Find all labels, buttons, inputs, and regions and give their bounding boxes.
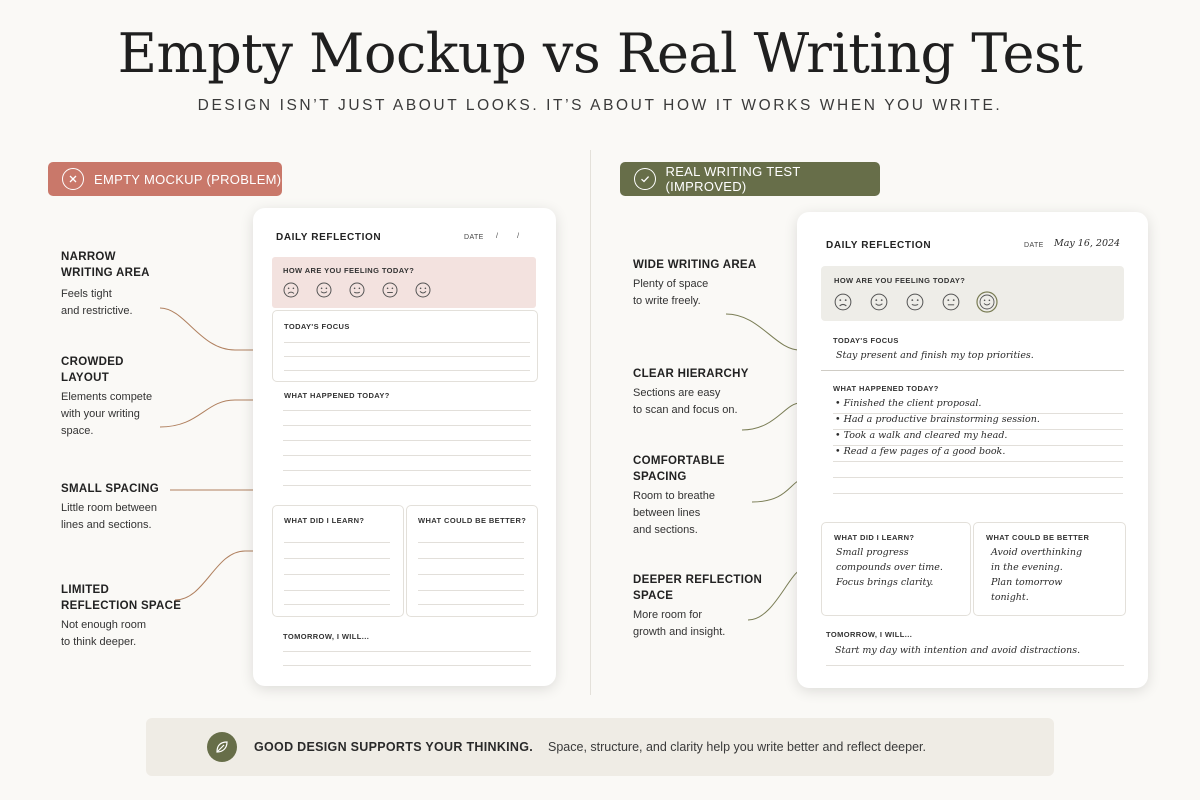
writing-line xyxy=(283,485,531,486)
annotation-desc: Room to breathe between lines and sections. xyxy=(633,490,715,536)
mood-section xyxy=(821,266,1124,321)
mood-label: HOW ARE YOU FEELING TODAY? xyxy=(834,276,966,285)
learn-line: Small progress xyxy=(836,547,909,558)
happened-writing-area[interactable] xyxy=(833,395,1123,495)
writing-line xyxy=(418,590,524,591)
todays-focus-box[interactable] xyxy=(272,310,538,382)
page-title: Empty Mockup vs Real Writing Test xyxy=(117,22,1083,85)
annotation-desc: Sections are easy to scan and focus on. xyxy=(633,387,738,416)
page-subtitle: DESIGN ISN’T JUST ABOUT LOOKS. IT’S ABOUT HOW IT WORKS WHEN YOU WRITE. xyxy=(197,97,1003,114)
tomorrow-label: TOMORROW, I WILL... xyxy=(283,632,370,641)
better-label: WHAT COULD BE BETTER? xyxy=(418,516,527,525)
happy-face-icon[interactable] xyxy=(870,293,888,311)
annotation-title: DEEPER REFLECTION SPACE xyxy=(633,574,763,602)
better-box[interactable] xyxy=(406,505,538,617)
happened-item: • Took a walk and cleared my head. xyxy=(835,430,1008,441)
card-header: DAILY REFLECTION xyxy=(276,232,382,243)
smile-face-icon[interactable] xyxy=(415,282,431,298)
learn-label: WHAT DID I LEARN? xyxy=(834,533,915,542)
connector-line xyxy=(160,400,267,427)
happened-label: WHAT HAPPENED TODAY? xyxy=(284,391,390,400)
tomorrow-text[interactable]: Start my day with intention and avoid distractions. xyxy=(835,645,1081,656)
annotation-title: WIDE WRITING AREA xyxy=(633,259,757,271)
very-sad-face-icon[interactable] xyxy=(834,293,852,311)
annotation-desc: Not enough room to think deeper. xyxy=(61,619,146,648)
writing-line[interactable] xyxy=(283,651,531,652)
mood-label: HOW ARE YOU FEELING TODAY? xyxy=(283,266,415,275)
writing-line xyxy=(418,574,524,575)
date-field[interactable]: / / xyxy=(496,233,520,240)
very-sad-face-icon[interactable] xyxy=(283,282,299,298)
writing-line xyxy=(283,410,531,411)
empty-mockup-tag-label: EMPTY MOCKUP (PROBLEM) xyxy=(94,171,282,187)
smile-face-icon-selected[interactable] xyxy=(976,291,998,313)
writing-line xyxy=(418,542,524,543)
annotation-desc: Elements compete with your writing space. xyxy=(61,391,153,437)
real-writing-tag-label: REAL WRITING TEST (IMPROVED) xyxy=(665,164,801,194)
writing-line xyxy=(833,461,1123,462)
annotation-desc: More room for growth and insight. xyxy=(633,609,726,638)
date-label: DATE xyxy=(1024,242,1044,249)
learn-label: WHAT DID I LEARN? xyxy=(284,516,365,525)
content-face-icon[interactable] xyxy=(906,293,924,311)
annotation-title: COMFORTABLE SPACING xyxy=(633,455,725,483)
x-circle-icon xyxy=(62,168,84,190)
writing-line xyxy=(284,604,390,605)
writing-line[interactable] xyxy=(283,665,531,666)
learn-line: compounds over time. xyxy=(836,562,943,573)
happy-face-icon[interactable] xyxy=(316,282,332,298)
happened-item: • Read a few pages of a good book. xyxy=(835,446,1006,457)
better-line: Plan tomorrow xyxy=(991,577,1063,588)
happened-item: • Finished the client proposal. xyxy=(835,398,982,409)
check-circle-icon xyxy=(634,168,656,190)
learn-box[interactable] xyxy=(821,522,971,616)
empty-mockup-tag xyxy=(48,162,282,196)
writing-line xyxy=(283,455,531,456)
annotation-title: NARROW WRITING AREA xyxy=(61,251,150,279)
writing-line xyxy=(826,665,1124,666)
annotation-title: LIMITED REFLECTION SPACE xyxy=(61,584,182,612)
neutral-face-icon[interactable] xyxy=(382,282,398,298)
banner-headline: GOOD DESIGN SUPPORTS YOUR THINKING. xyxy=(254,740,534,754)
mood-section xyxy=(272,257,536,308)
neutral-face-icon[interactable] xyxy=(942,293,960,311)
writing-line xyxy=(284,370,530,371)
focus-label: TODAY'S FOCUS xyxy=(833,336,899,345)
annotation-desc: Little room between lines and sections. xyxy=(61,502,157,531)
writing-line xyxy=(833,493,1123,494)
writing-line xyxy=(284,356,530,357)
writing-line xyxy=(418,558,524,559)
real-writing-tag xyxy=(620,162,880,196)
content-face-icon[interactable] xyxy=(349,282,365,298)
happened-writing-area[interactable] xyxy=(283,408,531,498)
better-box[interactable] xyxy=(973,522,1126,616)
writing-line xyxy=(283,470,531,471)
writing-line xyxy=(283,425,531,426)
better-line: tonight. xyxy=(991,592,1029,603)
summary-banner xyxy=(146,718,1054,776)
learn-box[interactable] xyxy=(272,505,404,617)
better-line: Avoid overthinking xyxy=(991,547,1083,558)
writing-line xyxy=(418,604,524,605)
writing-line xyxy=(284,342,530,343)
better-line: in the evening. xyxy=(991,562,1063,573)
connector-line xyxy=(160,308,267,350)
annotation-title: CROWDED LAYOUT xyxy=(61,356,124,384)
empty-mockup-card xyxy=(253,208,556,686)
writing-line xyxy=(284,590,390,591)
writing-line xyxy=(833,477,1123,478)
annotation-desc: Feels tight and restrictive. xyxy=(61,288,133,317)
happened-item: • Had a productive brainstorming session. xyxy=(835,414,1040,425)
tomorrow-label: TOMORROW, I WILL... xyxy=(826,630,913,639)
writing-line xyxy=(284,542,390,543)
learn-line: Focus brings clarity. xyxy=(836,577,934,588)
writing-line xyxy=(284,558,390,559)
focus-text[interactable]: Stay present and finish my top priorities. xyxy=(836,350,1034,361)
writing-line xyxy=(284,574,390,575)
banner-text: Space, structure, and clarity help you write better and reflect deeper. xyxy=(548,740,926,754)
date-value[interactable]: May 16, 2024 xyxy=(1054,238,1121,249)
annotation-title: SMALL SPACING xyxy=(61,483,160,495)
writing-line xyxy=(283,440,531,441)
annotation-desc: Plenty of space to write freely. xyxy=(633,278,709,307)
leaf-icon xyxy=(207,732,237,762)
happened-label: WHAT HAPPENED TODAY? xyxy=(833,384,939,393)
annotation-title: CLEAR HIERARCHY xyxy=(633,368,749,380)
better-label: WHAT COULD BE BETTER xyxy=(986,533,1090,542)
real-writing-card xyxy=(797,212,1148,688)
section-divider xyxy=(821,370,1124,371)
column-divider xyxy=(590,150,591,695)
focus-label: TODAY'S FOCUS xyxy=(284,322,350,331)
card-header: DAILY REFLECTION xyxy=(826,240,932,251)
date-label: DATE xyxy=(464,234,484,241)
